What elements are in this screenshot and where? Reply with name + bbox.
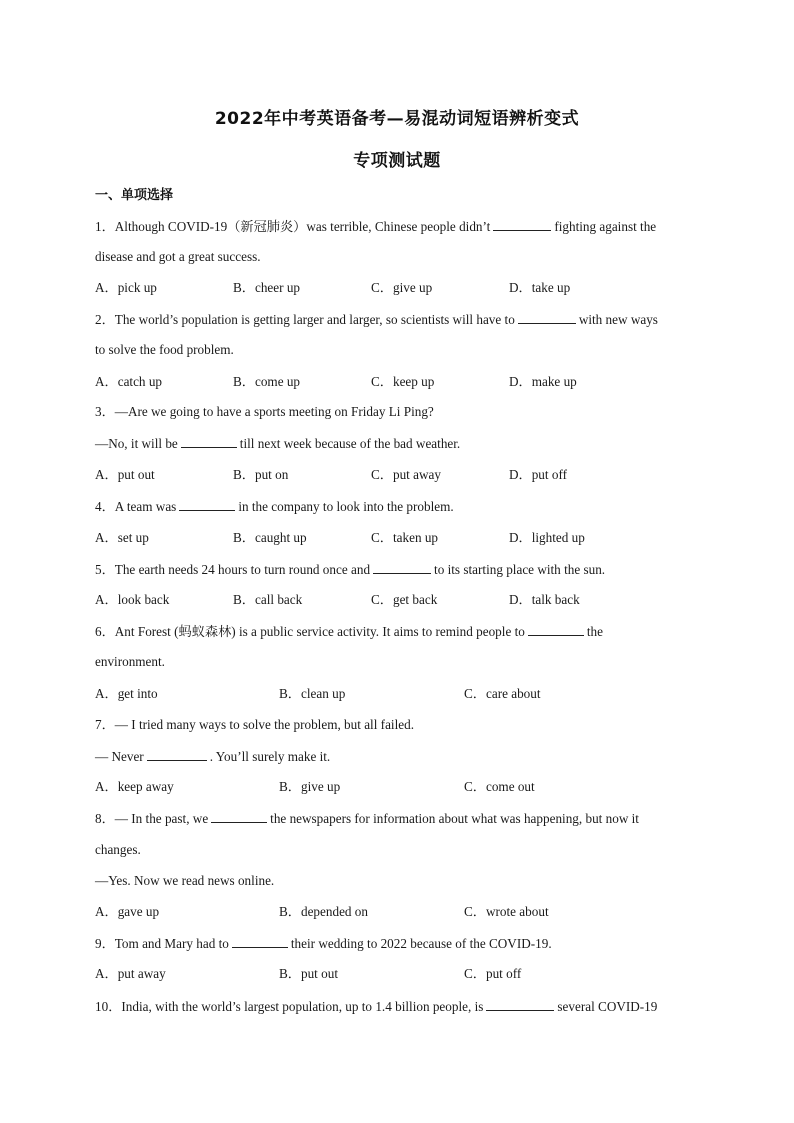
answer-blank xyxy=(232,936,288,948)
question-4-option: B．caught up xyxy=(233,530,307,545)
question-text: 8．— In the past, we xyxy=(95,811,209,826)
question-2-line xyxy=(95,312,658,326)
question-text: the newspapers for information about what was happening, but now it xyxy=(270,811,639,826)
question-2-option: D．make up xyxy=(509,374,577,389)
question-6-option: C．care about xyxy=(464,686,541,701)
question-5-option: C．get back xyxy=(371,592,438,607)
document-subtitle: 专项测试题 xyxy=(353,151,441,171)
question-2-option: C．keep up xyxy=(371,374,435,389)
question-4-option: A．set up xyxy=(95,530,149,545)
question-text: their wedding to 2022 because of the COVID-19. xyxy=(290,936,552,951)
answer-blank xyxy=(486,999,554,1011)
question-8-line xyxy=(95,811,639,825)
question-text: —Yes. Now we read news online. xyxy=(95,873,275,888)
question-8-option: A．gave up xyxy=(95,904,160,919)
question-text: 6．Ant Forest (蚂蚁森林) is a public service activity. It aims to remind people to xyxy=(95,624,525,639)
question-2-line xyxy=(95,343,234,356)
question-text: 4．A team was xyxy=(95,499,177,514)
question-6-option: A．get into xyxy=(95,686,158,701)
question-3-line xyxy=(95,405,434,418)
question-6-line xyxy=(95,624,603,638)
question-text: till next week because of the bad weather. xyxy=(239,436,461,451)
section-heading: 一、单项选择 xyxy=(95,188,174,203)
question-text: in the company to look into the problem. xyxy=(238,499,454,514)
question-5-option: B．call back xyxy=(233,592,303,607)
question-7-option: C．come out xyxy=(464,779,535,794)
answer-blank xyxy=(181,436,237,448)
question-1-line xyxy=(95,250,261,263)
question-1-option: B．cheer up xyxy=(233,280,301,295)
question-1-option: C．give up xyxy=(371,280,433,295)
question-text: 10．India, with the world’s largest population, up to 1.4 billion people, is xyxy=(95,999,484,1014)
question-text: changes. xyxy=(95,842,141,857)
question-text: with new ways xyxy=(578,312,658,327)
question-text: 7．— I tried many ways to solve the problem, but all failed. xyxy=(95,717,414,732)
answer-blank xyxy=(147,749,207,761)
answer-blank xyxy=(528,624,584,636)
question-9-line xyxy=(95,936,552,950)
question-text: fighting against the xyxy=(554,219,657,234)
answer-blank xyxy=(518,312,576,324)
question-1-line xyxy=(95,219,656,233)
question-2-option: B．come up xyxy=(233,374,301,389)
question-7-option: B．give up xyxy=(279,779,341,794)
answer-blank xyxy=(373,562,431,574)
question-text: 9．Tom and Mary had to xyxy=(95,936,229,951)
question-text: disease and got a great success. xyxy=(95,249,261,264)
question-text: 2．The world’s population is getting larger and larger, so scientists will have to xyxy=(95,312,515,327)
question-4-line xyxy=(95,499,454,513)
question-text: 1．Although COVID-19（新冠肺炎）was terrible, Chinese people didn’t xyxy=(95,219,491,234)
question-text: the xyxy=(586,624,603,639)
question-text: to its starting place with the sun. xyxy=(434,562,606,577)
question-4-option: D．lighted up xyxy=(509,530,585,545)
question-5-option: A．look back xyxy=(95,592,170,607)
answer-blank xyxy=(211,811,267,823)
question-3-option: C．put away xyxy=(371,467,441,482)
question-5-line xyxy=(95,562,605,576)
question-8-line xyxy=(95,843,141,856)
question-9-option: A．put away xyxy=(95,966,166,981)
question-8-option: B．depended on xyxy=(279,904,368,919)
answer-blank xyxy=(179,499,235,511)
question-9-option: B．put out xyxy=(279,966,338,981)
question-7-line xyxy=(95,749,330,763)
question-text: 3．—Are we going to have a sports meeting on Friday Li Ping? xyxy=(95,404,434,419)
question-text: environment. xyxy=(95,654,165,669)
question-3-line xyxy=(95,436,460,450)
question-text: —No, it will be xyxy=(95,436,178,451)
answer-blank xyxy=(493,219,551,231)
question-4-option: C．taken up xyxy=(371,530,439,545)
question-text: to solve the food problem. xyxy=(95,342,234,357)
question-1-option: D．take up xyxy=(509,280,571,295)
question-10-line xyxy=(95,999,657,1013)
document-title: 2022年中考英语备考—易混动词短语辨析变式 xyxy=(214,109,580,129)
question-1-option: A．pick up xyxy=(95,280,157,295)
question-3-option: A．put out xyxy=(95,467,155,482)
question-text: . You’ll surely make it. xyxy=(209,749,331,764)
question-2-option: A．catch up xyxy=(95,374,163,389)
question-7-line xyxy=(95,718,414,731)
question-6-option: B．clean up xyxy=(279,686,346,701)
question-7-option: A．keep away xyxy=(95,779,174,794)
question-6-line xyxy=(95,655,165,668)
question-9-option: C．put off xyxy=(464,966,522,981)
question-8-option: C．wrote about xyxy=(464,904,549,919)
question-8-line xyxy=(95,874,274,887)
question-5-option: D．talk back xyxy=(509,592,580,607)
question-3-option: B．put on xyxy=(233,467,289,482)
question-text: several COVID-19 xyxy=(557,999,658,1014)
question-3-option: D．put off xyxy=(509,467,567,482)
question-text: — Never xyxy=(95,749,144,764)
question-text: 5．The earth needs 24 hours to turn round once and xyxy=(95,562,371,577)
